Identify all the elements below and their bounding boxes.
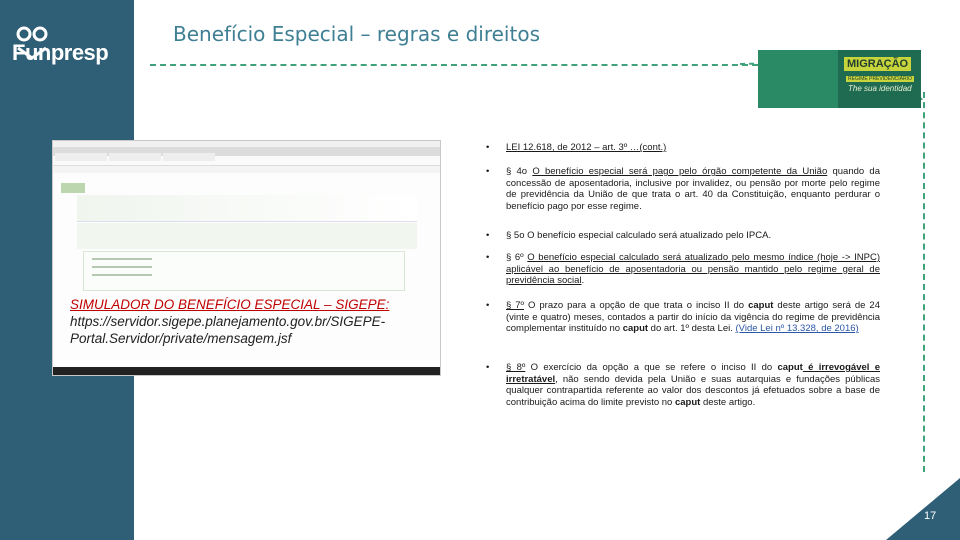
bullet-text — [506, 252, 880, 287]
bullet-marker: • — [486, 252, 490, 263]
right-divider — [923, 92, 925, 472]
sigepe-services-grid — [83, 251, 405, 291]
browser-tabs — [53, 148, 440, 156]
paragraph-text: , não sendo devida pela União e suas autarquias e fundações públicas qualquer contrapartida referente ao valor dos descontos já efetuados sobre a base de contribuição acima do limite previsto no — [506, 373, 880, 408]
caput-text: caput — [748, 300, 774, 311]
paragraph-text: O exercício da opção a que se refere o inciso II do — [525, 362, 778, 373]
title-divider — [150, 64, 758, 66]
caput-text: caput — [674, 396, 701, 408]
bullet-text — [506, 362, 880, 408]
bullet-item — [486, 362, 880, 408]
migration-subheading: REGIME PREVIDENCIÁRIO — [848, 76, 912, 82]
page-number: 17 — [924, 510, 937, 522]
underlined-text: O benefício especial calculado será atualizado pelo mesmo índice (hoje -> INPC) aplicável ao benefício de aposentadoria ou pensão mantido pelo regime geral de previdência social — [506, 252, 880, 287]
bullet-marker: • — [486, 142, 490, 153]
paragraph-number: § 7º — [506, 300, 525, 311]
bullet-marker: • — [486, 166, 490, 177]
paragraph-text: quando da concessão de aposentadoria, inclusive por invalidez, ou pensão por morte pelo regime de previdência da União de que trata o art. 40 da Constituição, enquanto perdurar o benefício pago por esse regime. — [506, 166, 880, 212]
bullet-marker: • — [486, 230, 490, 241]
underlined-text: O benefício especial será pago pelo órgão competente da União — [532, 166, 828, 177]
paragraph-text: . — [581, 275, 585, 287]
sailor-illustration — [758, 50, 838, 108]
sigepe-services-band — [77, 223, 417, 249]
caption-url-line2: Portal.Servidor/private/mensagem.jsf — [70, 331, 292, 346]
paragraph-number: § 4o — [506, 166, 533, 177]
page-number-badge — [886, 478, 960, 540]
paragraph-number: § 8º — [506, 362, 526, 373]
caput-text: caput — [622, 323, 649, 335]
slide-title: Benefício Especial – regras e direitos — [173, 22, 540, 46]
bullet-text — [506, 300, 880, 335]
sigepe-banner — [77, 195, 417, 222]
migration-badge — [758, 50, 921, 108]
bullet-marker: • — [486, 362, 490, 373]
bullet-item — [486, 166, 880, 212]
bullet-text: LEI 12.618, de 2012 – art. 3º …(cont.) — [506, 142, 667, 153]
caption-url-line1: https://servidor.sigepe.planejamento.gov.br/SIGEPE- — [70, 314, 386, 329]
caput-text: caput — [777, 362, 803, 373]
paragraph-text: do art. 1º desta Lei. — [648, 323, 736, 335]
paragraph-number: § 6º — [506, 252, 528, 263]
paragraph-text: deste artigo será de 24 (vinte e quatro) meses, contados a partir do início da vigência do regime de previdência complementar instituído no — [506, 300, 880, 335]
bullet-item — [486, 230, 880, 242]
bullet-marker: • — [486, 300, 490, 311]
bullet-item — [486, 142, 880, 154]
caption-title: SIMULADOR DO BENEFÍCIO ESPECIAL – SIGEPE: — [70, 297, 390, 312]
migration-tagline: The sua identidad — [848, 84, 912, 93]
logo-text: Funpresp — [12, 40, 109, 65]
bullet-item — [486, 252, 880, 287]
paragraph-text: O prazo para a opção de que trata o inciso II do — [524, 300, 749, 311]
browser-menubar — [53, 141, 440, 148]
simulator-caption — [70, 296, 389, 347]
bullet-text: § 5o O benefício especial calculado será atualizado pelo IPCA. — [506, 230, 772, 241]
migration-heading: MIGRAÇÃO — [844, 57, 911, 71]
windows-taskbar — [53, 367, 440, 375]
sigepe-logo — [61, 183, 85, 193]
bullet-item — [486, 300, 880, 335]
paragraph-text: deste artigo. — [700, 396, 756, 408]
bullet-text — [506, 166, 880, 212]
underlined-text: é irrevogável e irretratável — [506, 362, 880, 385]
law-reference-link[interactable]: (Vide Lei nº 13.328, de 2016) — [735, 323, 859, 335]
